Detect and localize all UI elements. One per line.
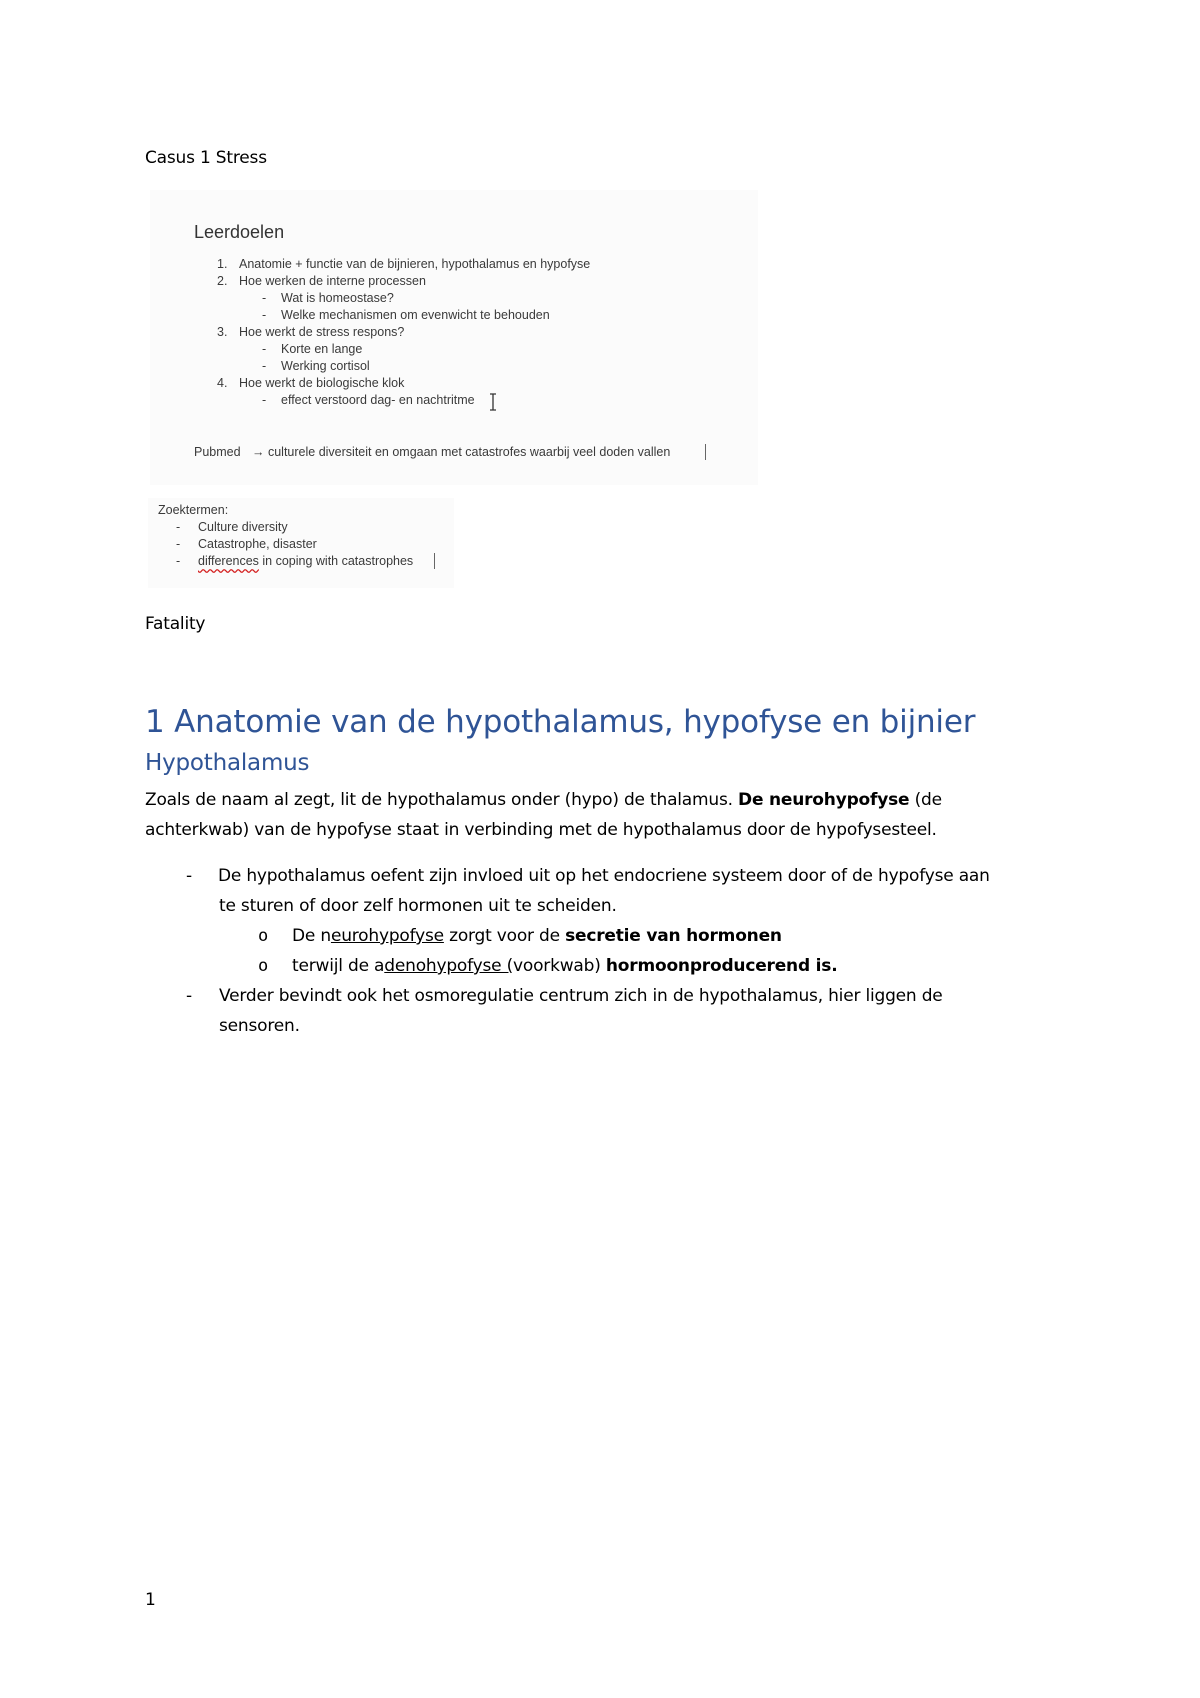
misspelled-word: differences — [198, 554, 259, 568]
list-item-1-line-1: De hypothalamus oefent zijn invloed uit op het endocriene systeem door of de hypofyse aan — [218, 866, 990, 886]
list-item: Culture diversity — [198, 520, 288, 534]
leerdoelen-screenshot — [150, 190, 758, 485]
sub-item-bold: hormoonproducerend is. — [605, 956, 838, 976]
document-title: Casus 1 Stress — [145, 148, 267, 168]
sub-item-text: terwijl de a — [292, 956, 385, 976]
paragraph-text: (de — [909, 790, 942, 810]
list-item: Welke mechanismen om evenwicht te behouden — [281, 308, 550, 322]
heading-2: Hypothalamus — [145, 750, 310, 776]
list-marker: - — [262, 291, 267, 305]
sub-item-underlined: denohypofyse ( — [384, 956, 514, 976]
list-marker: - — [262, 393, 267, 407]
text-cursor — [434, 553, 435, 569]
list-item-2-line-2: sensoren. — [219, 1016, 300, 1036]
list-marker: 3. — [217, 325, 228, 339]
list-item-1-line-2: te sturen of door zelf hormonen uit te scheiden. — [219, 896, 617, 916]
sub-item-underlined: eurohypofyse — [330, 926, 444, 946]
bullet-dash: - — [186, 986, 193, 1006]
list-marker: - — [176, 520, 181, 534]
bullet-o: o — [258, 926, 269, 946]
paragraph-text: Zoals de naam al zegt, lit de hypothalamus onder (hypo) de thalamus. — [145, 790, 739, 810]
list-item: Hoe werkt de stress respons? — [239, 325, 405, 339]
list-marker: - — [176, 537, 181, 551]
pubmed-text: → culturele diversiteit en omgaan met catastrofes waarbij veel doden vallen — [252, 445, 671, 459]
list-item: Wat is homeostase? — [281, 291, 394, 305]
list-marker: - — [176, 554, 181, 568]
sub-item-2 — [292, 956, 837, 976]
sub-item-1 — [292, 926, 782, 946]
paragraph-line-1 — [145, 790, 942, 810]
list-marker: 4. — [217, 376, 228, 390]
list-item-text: in coping with catastrophes — [258, 554, 414, 568]
list-marker: 1. — [217, 257, 228, 271]
sub-item-text: voorkwab) — [513, 956, 606, 976]
list-item: Hoe werkt de biologische klok — [239, 376, 405, 390]
bullet-dash: - — [186, 866, 193, 886]
list-marker: - — [262, 308, 267, 322]
list-item: Korte en lange — [281, 342, 363, 356]
leerdoelen-heading: Leerdoelen — [194, 222, 285, 242]
list-item — [198, 554, 413, 568]
zoektermen-heading: Zoektermen: — [158, 503, 229, 517]
list-marker: 2. — [217, 274, 228, 288]
list-item: Werking cortisol — [281, 359, 370, 373]
paragraph-line-2: achterkwab) van de hypofyse staat in verbinding met de hypothalamus door de hypofysesteel. — [145, 820, 937, 840]
text-cursor — [705, 444, 706, 460]
sub-item-text: zorgt voor de — [443, 926, 566, 946]
heading-1: 1 Anatomie van de hypothalamus, hypofyse en bijnier — [145, 704, 976, 740]
list-item: Catastrophe, disaster — [198, 537, 317, 551]
list-marker: - — [262, 359, 267, 373]
fatality-text: Fatality — [145, 614, 206, 634]
zoektermen-screenshot — [148, 498, 454, 588]
paragraph-bold: De neurohypofyse — [738, 790, 910, 810]
bullet-o: o — [258, 956, 269, 976]
list-item-2-line-1: Verder bevindt ook het osmoregulatie centrum zich in de hypothalamus, hier liggen de — [219, 986, 943, 1006]
sub-item-text: De n — [292, 926, 331, 946]
list-item: Hoe werken de interne processen — [239, 274, 426, 288]
pubmed-label: Pubmed — [194, 445, 241, 459]
list-item: effect verstoord dag- en nachtritme — [281, 393, 475, 407]
text-cursor-icon — [488, 393, 498, 411]
list-marker: - — [262, 342, 267, 356]
page-number: 1 — [145, 1590, 156, 1610]
sub-item-bold: secretie van hormonen — [565, 926, 782, 946]
list-item: Anatomie + functie van de bijnieren, hypothalamus en hypofyse — [239, 257, 591, 271]
